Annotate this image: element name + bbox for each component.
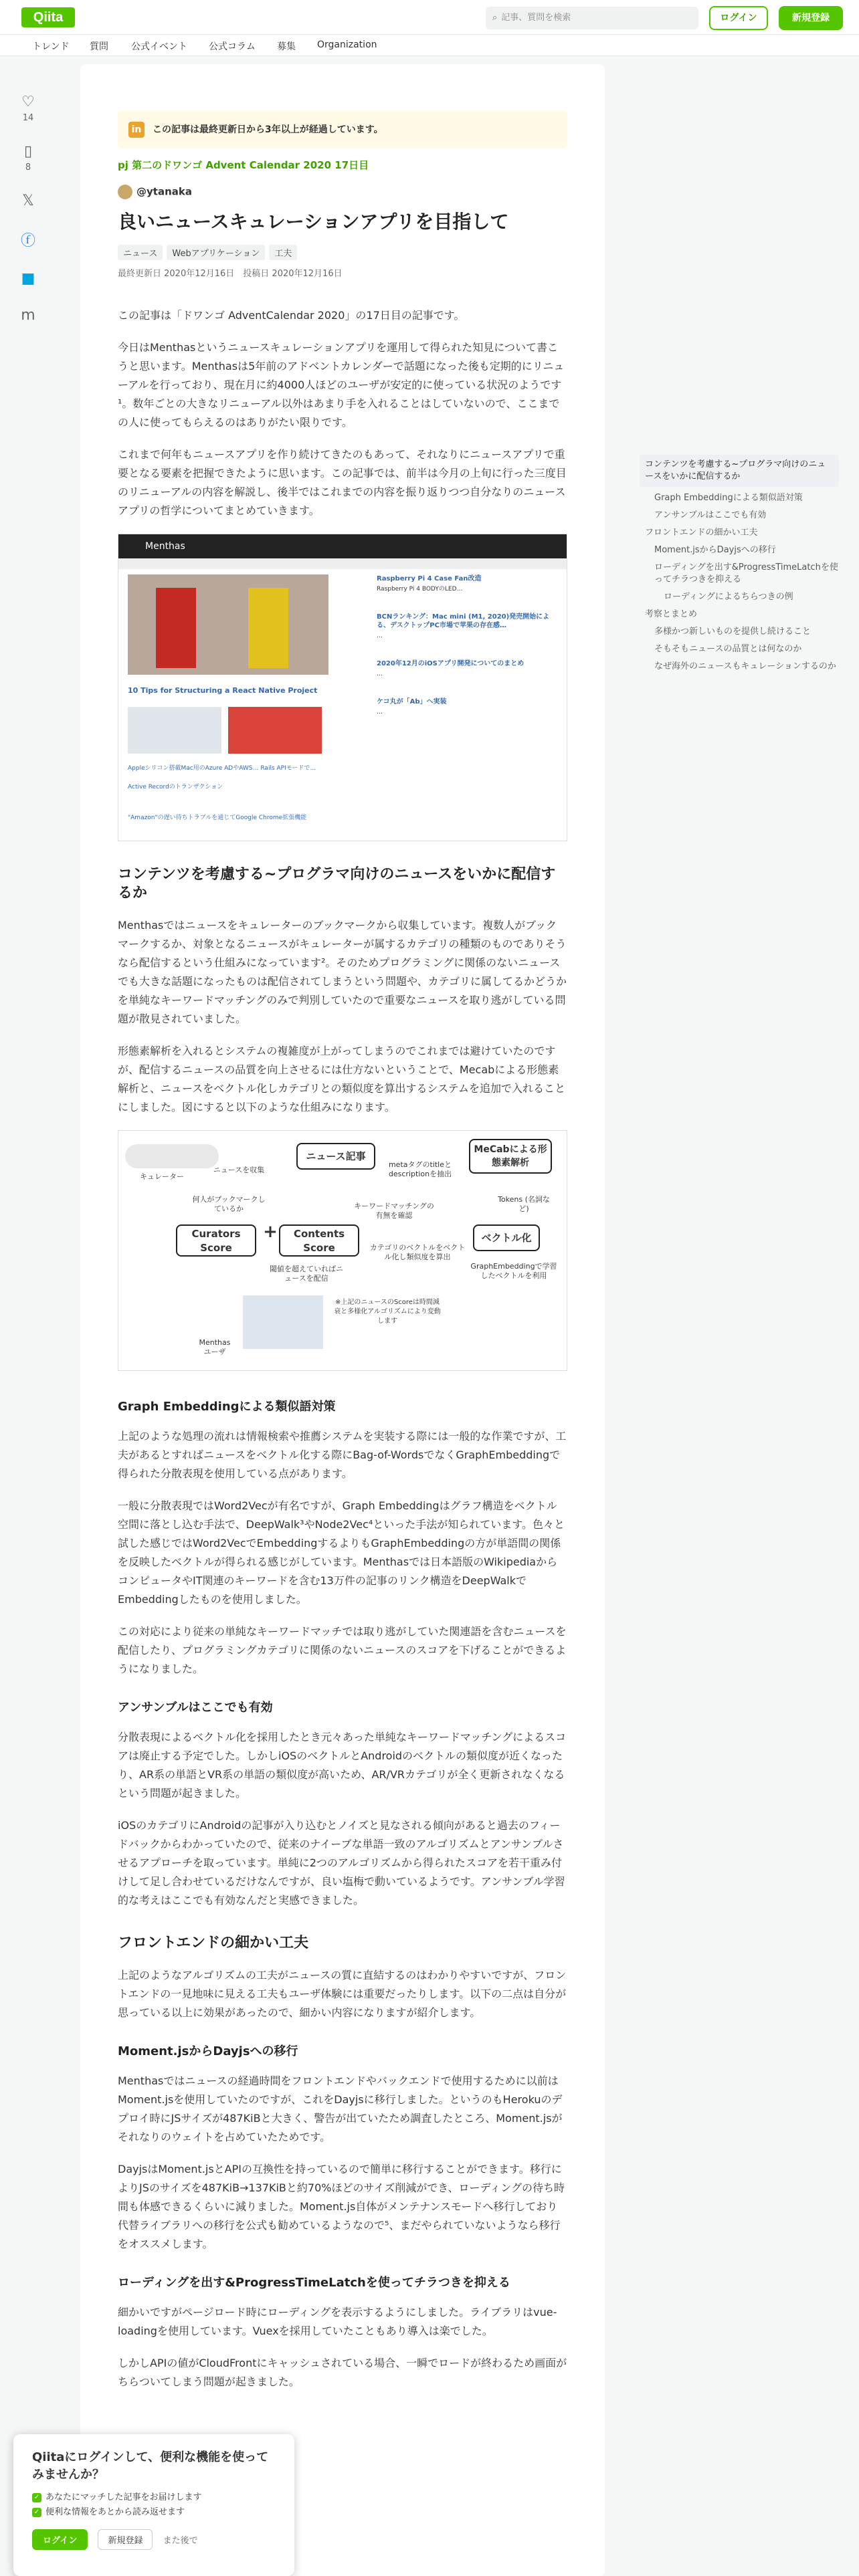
toc-item[interactable]: ローディングによるちらつきの例 — [664, 592, 793, 602]
qiita-logo[interactable]: Qiita — [21, 7, 75, 27]
menthas-brand: Menthas — [118, 534, 567, 558]
menthas-subnav — [118, 558, 567, 569]
login-button[interactable]: ログイン — [709, 6, 768, 30]
popup-login-button[interactable]: ログイン — [32, 2529, 88, 2550]
toc-item[interactable]: 考察とまとめ — [645, 609, 698, 619]
nav-questions[interactable]: 質問 — [90, 41, 108, 52]
check-icon: ✓ — [32, 2493, 41, 2502]
paragraph: DayjsはMoment.jsとAPIの互換性を持っているので簡単に移行することができます。移行によりJSのサイズを487KiB→137KiBと約70%ほどのサイズ削減ができ、ローディングの待ち時間も体感できるくらいに減りました。Moment.js自体がメンテナンスモードへ移行しており代替ライブラリへの移行を公式も勧めているようなので⁵、まだやられていないようなら移行をオススメします。 — [118, 2163, 565, 2250]
keyword-label: キーワードマッチングの有無を確認 — [354, 1202, 434, 1220]
search-input[interactable]: ⌕ 記事、質問を検索 — [486, 7, 698, 29]
featured-column — [128, 574, 328, 827]
paragraph: これまで何年もニュースアプリを作り続けてきたのもあって、それなりにニュースアプリで重要となる要素を把握できたように思います。この記事では、前半は今月の上旬に行った三度目のリニューアルの内容を解説し、後半ではこれまでの内容を振り返りつつ自分なりのニュースアプリの哲学についてまとめていきます。 — [118, 448, 567, 517]
paragraph: この記事は「ドワンゴ AdventCalendar 2020」の17日目の記事です。 — [118, 309, 465, 322]
list-column: Raspberry Pi 4 Case Fan改造 Raspberry Pi 4 BODYのLED… BCNランキング：Mac mini (M1, 2020)発売開始による、デスクトップPC市場で苹果の存在感… … 2020年12月のiOSアプリ開発についてのまとめ … ケコ丸が「Ab」へ実装 … — [377, 574, 557, 736]
tag[interactable]: 工夫 — [269, 245, 297, 260]
tag[interactable]: Webアプリケーション — [167, 245, 265, 260]
misskey-icon: m — [21, 307, 35, 324]
like-button[interactable]: ♡ 14 — [21, 94, 35, 123]
tokens-label: Tokens (名詞など) — [498, 1195, 550, 1213]
curator-label: キュレーター — [140, 1172, 184, 1181]
stock-button[interactable]: ▯ 8 — [23, 143, 33, 173]
paragraph: しかしAPIの値がCloudFrontにキャッシュされている場合、一瞬でロードが終わるため画面がちらついてしまう問題が起きました。 — [118, 2357, 567, 2388]
share-misskey-button[interactable] — [13, 307, 43, 324]
paragraph: 細かいですがページロード時にローディングを表示するようにしました。ライブラリはvue-loadingを使用しています。Vuexを採用していたこともあり導入は楽でした。 — [118, 2306, 557, 2337]
curators-cloud — [125, 1144, 219, 1168]
search-icon: ⌕ — [492, 13, 498, 23]
toc-item[interactable]: コンテンツを考慮する~プログラマ向けのニュースをいかに配信するか — [640, 455, 839, 487]
paragraph: 上記のような処理の流れは情報検索や推薦システムを実装する際には一般的な作業ですが、工夫があるとすればニュースをベクトル化する際にBag-of-WordsでなくGraphEmbeddingで得られた分散表現を使用している点があります。 — [118, 1430, 567, 1480]
contents-score-box: Contents Score — [279, 1224, 359, 1257]
paragraph: 分散表現によるベクトル化を採用したとき元々あった単純なキーワードマッチングによるスコアは廃止する予定でした。しかしiOSのベクトルとAndroidのベクトルの類似度が近くなったり、AR系の単語とVR系の単語の類似度が高いため、AR/VRカテゴリが全く更新されなくなるという問題が起きました。 — [118, 1731, 567, 1800]
check-icon: ✓ — [32, 2508, 41, 2517]
dates: 最終更新日 2020年12月16日 投稿日 2020年12月16日 — [118, 269, 343, 279]
popup-signup-button[interactable]: 新規登録 — [98, 2529, 153, 2550]
share-x-button[interactable] — [13, 193, 43, 209]
info-icon: in — [128, 122, 145, 138]
global-nav — [0, 35, 859, 56]
collect-label: ニュースを収集 — [213, 1166, 265, 1174]
toc-item[interactable]: 多様かつ新しいものを提供し続けること — [654, 627, 812, 637]
news-box: ニュース記事 — [296, 1143, 375, 1170]
facebook-icon: ⓕ — [20, 233, 35, 249]
avatar — [118, 185, 132, 199]
section-heading: コンテンツを考慮する~プログラマ向けのニュースをいかに配信するか — [118, 866, 556, 901]
login-prompt — [13, 2434, 294, 2576]
section-heading: ローディングを出す&ProgressTimeLatchを使ってチラつきを抑える — [118, 2276, 510, 2290]
nav-columns[interactable]: 公式コラム — [209, 41, 256, 52]
mecab-box: MeCabによる形態素解析 — [469, 1139, 552, 1174]
vector-box: ベクトル化 — [473, 1224, 540, 1251]
nav-events[interactable]: 公式イベント — [131, 41, 187, 52]
nav-trend[interactable]: トレンド — [32, 41, 70, 52]
doors-image — [128, 574, 328, 675]
paragraph: 上記のようなアルゴリズムの工夫がニュースの質に直結するのはわかりやすいですが、フロントエンドの一見地味に見える工夫もユーザ体験には重要だったりします。以下の二点は自分が思っている以上に効果があったので、細かい内容になりますが紹介します。 — [118, 1969, 567, 2019]
section-heading: Moment.jsからDayjsへの移行 — [118, 2044, 298, 2058]
paragraph: 形態素解析を入れるとシステムの複雑度が上がってしまうのでこれまでは避けていたのですが、配信するニュースの品質を向上させるには仕方ないということで、Mecabによる形態素解析と、ニュースをベクトル化しカテゴリとの類似度を算出するシステムを追加で入れることにしました。図にすると以下のような仕組みになります。 — [118, 1045, 565, 1113]
toc-item[interactable]: そもそもニュースの品質とは何なのか — [654, 644, 802, 654]
architecture-diagram — [118, 1130, 567, 1371]
paragraph: iOSのカテゴリにAndroidの記事が入り込むとノイズと見なされる傾向があると過去のフィードバックからわかっていたので、従来のナイーブな単語一致のアルゴリズムとアンサンブルさせるアプローチを取っています。単純に2つのアルゴリズムから得られたスコアを若干重み付けして足し合わせているだけなんですが、良い塩梅で動いているようです。アンサンブル学習的な考えはここでも有効なんだと実感できました。 — [118, 1819, 565, 1907]
share-hatena-button[interactable] — [13, 270, 43, 287]
toc-item[interactable]: Graph Embeddingによる類似語対策 — [654, 493, 803, 503]
popup-feature: ✓ あなたにマッチした記事をお届けします — [32, 2490, 276, 2505]
paragraph: Menthasではニュースをキュレーターのブックマークから収集しています。複数人がブックマークするか、対象となるニュースがキュレーターが属するカテゴリの種類のものでありそうなら配信するという仕組みになっています²。そのためプログラミングに関係のないニュースでも大きな話題になったものは配信されてしまうという問題や、カテゴリに属してるかどうかを単純なキーワードマッチングのみで判別していたので重要なニュースを取り逃がしている問題が散見されていました。 — [118, 919, 567, 1025]
screenshot-item: ケコ丸が「Ab」へ実装 — [377, 698, 447, 706]
tag-list — [118, 245, 301, 260]
screenshot-item: Raspberry Pi 4 Case Fan改造 — [377, 575, 482, 582]
menthas-thumbnail — [243, 1295, 323, 1349]
similarity-label: カテゴリのベクトルをベクトル化し類似度を算出 — [369, 1243, 466, 1261]
toc-item[interactable]: なぜ海外のニュースもキュレーションするのか — [654, 661, 836, 671]
menthas-screenshot — [118, 534, 567, 841]
signup-button[interactable]: 新規登録 — [779, 6, 843, 30]
featured-title: 10 Tips for Structuring a React Native Project — [128, 686, 318, 695]
user-label: Menthas ユーザ — [199, 1338, 231, 1356]
article-title: 良いニュースキュレーションアプリを目指して — [118, 211, 509, 233]
popup-later-button[interactable]: また後で — [163, 2536, 198, 2546]
plus-icon: + — [263, 1222, 278, 1242]
toc-item[interactable]: アンサンブルはここでも有効 — [654, 510, 767, 520]
side-actions — [13, 94, 43, 344]
bookmark-label: 何人がブックマークしているか — [192, 1195, 266, 1213]
note-label: ※上記のニュースのScoreは時間減衰と多様化アルゴリズムにより変動します — [334, 1299, 441, 1325]
table-of-contents — [645, 455, 839, 678]
screenshot-item: 2020年12月のiOSアプリ開発についてのまとめ — [377, 660, 524, 667]
hatena-icon: ■ — [21, 270, 35, 287]
popup-feature: ✓ 便利な情報をあとから読み返せます — [32, 2505, 276, 2520]
section-heading: Graph Embeddingによる類似語対策 — [118, 1400, 336, 1414]
paragraph: この対応により従来の単純なキーワードマッチでは取り逃がしていた関連語を含むニュースを配信したり、プログラミングカテゴリに関係のないニュースのスコアを下げることができるようになりました。 — [118, 1625, 567, 1675]
advent-calendar-link[interactable]: pj 第二のドワンゴ Advent Calendar 2020 17日目 — [118, 159, 369, 171]
toc-item[interactable]: フロントエンドの細かい工夫 — [645, 528, 758, 538]
article-card — [80, 64, 605, 2576]
paragraph: 一般に分散表現ではWord2Vecが有名ですが、Graph Embeddingはグラフ構造をベクトル空間に落とし込む手法で、DeepWalk³やNode2Vec⁴といった手法が知られています。色々と試した感じではWord2VecでEmbeddingするよりもGraphEmbeddingの方が単語間の関係を反映したベクトルが得られる感じがしています。Menthasでは日本語版のWikipediaからコンピュータやIT関連のキーワードを含む13万件の記事のリンク構造をDeepWalkでEmbeddingしたものを使用しました。 — [118, 1499, 565, 1606]
threshold-label: 閾値を超えていればニュースを配信 — [270, 1265, 343, 1283]
curators-score-box: Curators Score — [176, 1224, 256, 1257]
heart-icon: ♡ — [21, 94, 35, 110]
x-icon: 𝕏 — [22, 193, 34, 209]
toc-item[interactable]: ローディングを出す&ProgressTimeLatchを使ってチラつきを抑える — [654, 562, 838, 584]
nav-recruit[interactable]: 募集 — [277, 41, 296, 52]
author[interactable]: @ytanaka — [118, 185, 192, 199]
top-bar — [0, 0, 859, 35]
bookmark-icon: ▯ — [23, 143, 33, 160]
paragraph: 今日はMenthasというニュースキュレーションアプリを運用して得られた知見について書こうと思います。Menthasは5年前のアドベントカレンダーで話題になった後も定期的にリニューアルを行っており、現在月に約4000人ほどのユーザが安定的に使っている状況のようです¹。数年ごとの大きなリニューアル以外はあまり手を入れることはしていないので、ここまでの人に使ってもらえるのはありがたい限りです。 — [118, 341, 565, 429]
nav-organization[interactable]: Organization — [317, 39, 377, 50]
meta-label: metaタグのtitleとdescriptionを抽出 — [388, 1160, 452, 1178]
screenshot-item: Appleシリコン搭載Mac用のAzure ADやAWS… Rails APIモードで… Active Recordのトランザクション — [128, 765, 316, 790]
paragraph: Menthasではニュースの経過時間をフロントエンドやバックエンドで使用するために以前はMoment.jsを使用していたのですが、これをDayjsに移行しました。というのもHerokuのデプロイ時にJSサイズが487KiBと大きく、警告が出ていたため調査したところ、Moment.jsがそれなりのウェイトを占めていたためです。 — [118, 2074, 563, 2143]
outdated-notice: in この記事は最終更新日から3年以上が経過しています。 — [118, 111, 567, 148]
graph-label: GraphEmbeddingで学習したベクトルを利用 — [470, 1262, 557, 1280]
section-heading: アンサンブルはここでも有効 — [118, 1701, 273, 1715]
pj-icon: pj — [118, 159, 132, 171]
tag[interactable]: ニュース — [118, 245, 163, 260]
toc-item[interactable]: Moment.jsからDayjsへの移行 — [654, 545, 776, 555]
section-heading: フロントエンドの細かい工夫 — [118, 1935, 309, 1951]
popup-title: Qiitaにログインして、便利な機能を使ってみませんか？ — [32, 2450, 269, 2482]
share-facebook-button[interactable] — [13, 229, 43, 250]
screenshot-item: BCNランキング：Mac mini (M1, 2020)発売開始による、デスクトップPC市場で苹果の存在感… — [377, 613, 550, 629]
screenshot-item: "Amazon"の遅い待ちトラブルを通じてGoogle Chrome拡張機能 — [128, 815, 307, 821]
article-body — [118, 306, 567, 2405]
